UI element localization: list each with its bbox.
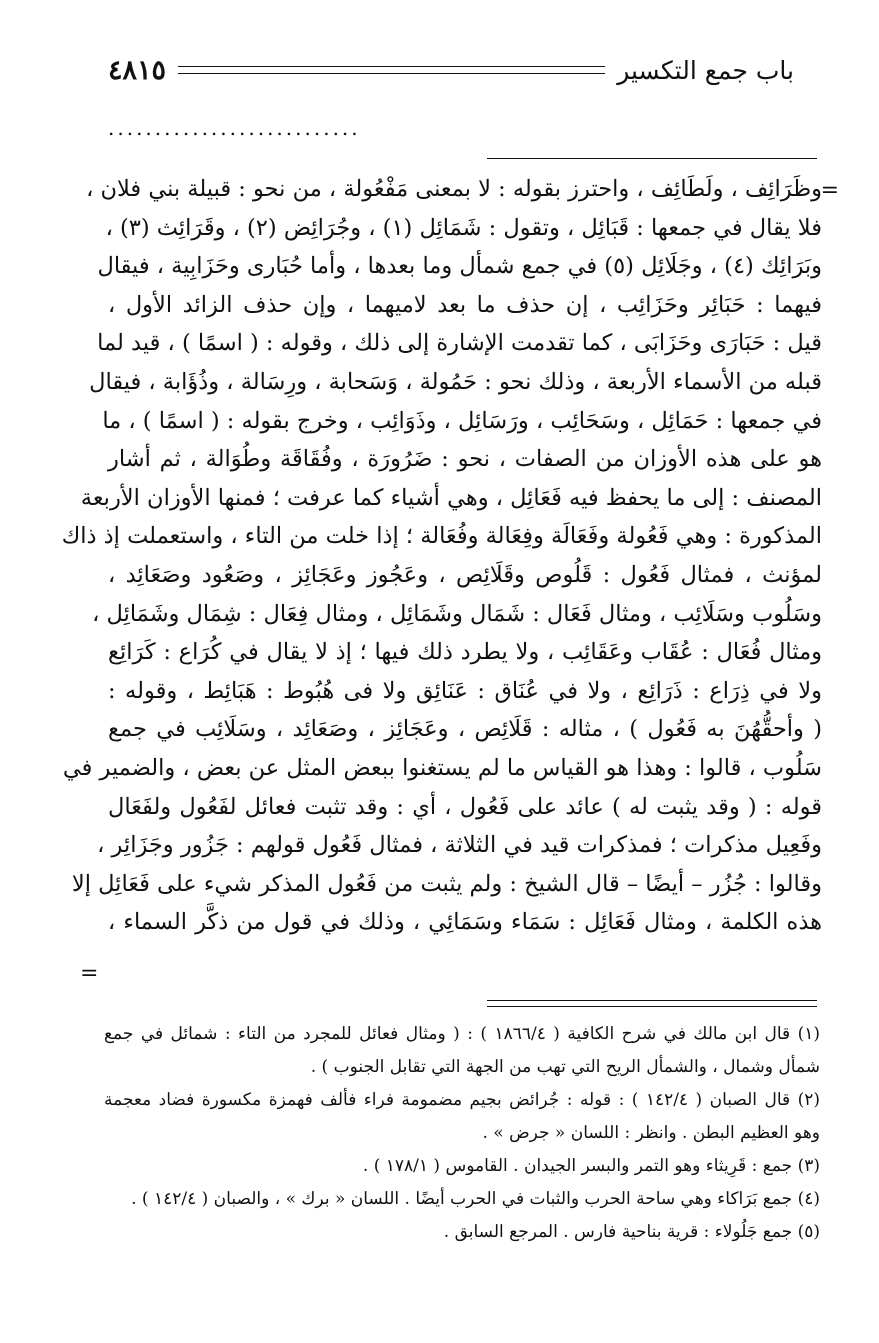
text-line: ومثال فُعَال : عُقَاب وعَقَائِب ، ولا يطرد ذلك فيها ؛ إذ لا يقال في كُرَاع : كَرَائِع — [108, 639, 822, 666]
continuation-mark-start: = — [820, 178, 839, 203]
footnote-line: (٣) جمع : قَرِيثاء وهو التمر والبسر الجيدان . القاموس ( ١٧٨/١ ) . — [362, 1156, 820, 1176]
text-line: فلا يقال في جمعها : قَبَائِل ، وتقول : شَمَائِل (١) ، وجُرَائِض (٢) ، وقَرَائِث (٣) ، — [105, 214, 822, 241]
text-line: قبله من الأسماء الأربعة ، وذلك نحو : حَمُولة ، وَسَحابة ، ورِسَالة ، وذُؤَابة ، فيقال — [89, 368, 822, 395]
text-line: في جمعها : حَمَائِل ، وسَحَائِب ، ورَسَائِل ، وذَوَائِب ، وخرج بقوله : ( اسمًا ) ، ما — [102, 407, 822, 434]
text-line: قيل : حَبَارَى وحَزَابَى ، كما تقدمت الإشارة إلى ذلك ، وقوله : ( اسمًا ) ، قيد لما — [97, 330, 822, 357]
footnote-line: (٤) جمع بَرَاكاء وهي ساحة الحرب والثبات في الحرب أيضًا . اللسان « برك » ، والصبان ( ١٤٢/٤ ) . — [131, 1189, 820, 1209]
text-line: هذه الكلمة ، ومثال فَعَائِل : سَمَاء وسَمَائِي ، وذلك في قول من ذكَّر السماء ، — [108, 909, 822, 936]
footnote-rule — [487, 1000, 817, 1007]
top-rule — [487, 158, 817, 159]
text-line: قوله : ( وقد يثبت له ) عائد على فَعُول ، أي : وقد تثبت فعائل لفَعُول ولفَعَال — [108, 793, 822, 820]
text-line: وفَعِيل مذكرات ؛ فمذكرات قيد في الثلاثة ، فمثال فَعُول قولهم : جَزُور وجَزَائِر ، — [97, 832, 822, 859]
main-text — [61, 170, 822, 942]
text-line: وقالوا : جُزُر – أيضًا – قال الشيخ : ولم يثبت من فَعُول المذكر شيء على فَعَائِل إلا — [71, 870, 822, 897]
text-line: وظَرَائِف ، ولَطَائِف ، واحترز بقوله : لا بمعنى مَفْعُولة ، من نحو : قبيلة بني فلان ، — [86, 176, 822, 202]
continuation-mark-end: = — [80, 961, 99, 986]
header-rule — [178, 66, 605, 74]
footnote-line: وهو العظيم البطن . وانظر : اللسان « جرض » . — [482, 1123, 820, 1143]
page-number: ٤٨١٥ — [108, 54, 167, 86]
footnote-line: (١) قال ابن مالك في شرح الكافية ( ١٨٦٦/٤ ) : ( ومثال فعائل للمجرد من التاء : شمائل في جمع — [104, 1024, 820, 1044]
chapter-title: باب جمع التكسير — [617, 55, 794, 85]
text-line: وبَرَائِك (٤) ، وجَلَائِل (٥) في جمع شمأل وما بعدها ، وأما حُبَارى وحَزَابِية ، فيقال — [97, 253, 822, 280]
text-line: ( وأحقُّهُنَ به فَعُول ) ، مثاله : قَلَائِص ، وعَجَائِز ، وصَعَائِد ، وسَلَائِب في جمع — [108, 716, 822, 743]
footnote-line: (٢) قال الصبان ( ١٤٢/٤ ) : قوله : جُرائض بجيم مضمومة فراء فألف فهمزة مكسورة فضاد معجمة — [104, 1090, 820, 1110]
text-line: سَلُوب ، قالوا : وهذا هو القياس ما لم يستغنوا ببعض المثل عن بعض ، والضمير في — [62, 754, 822, 781]
text-line: المصنف : إلى ما يحفظ فيه فَعَائِل ، وهي أشياء كما عرفت ؛ فمنها الأوزان الأربعة — [80, 484, 822, 511]
footnote-line: (٥) جمع جَلُولاء : قرية بناحية فارس . المرجع السابق . — [443, 1222, 820, 1242]
text-line: المذكورة : وهي فَعُولة وفَعَالَة وفِعَالة وفُعَالة ؛ إذا خلت من التاء ، واستعملت إذ ذاك — [61, 523, 822, 550]
text-line: وسَلُوب وسَلَائِب ، ومثال فَعَال : شَمَال وشَمَائِل ، ومثال فِعَال : شِمَال وشَمَائِل ، — [92, 600, 822, 627]
footnotes — [104, 1018, 820, 1249]
dotted-separator: ........................... — [108, 116, 361, 140]
page-header — [108, 50, 794, 90]
text-line: لمؤنث ، فمثال فَعُول : قَلُوص وقَلَائِص ، وعَجُوز وعَجَائِز ، وصَعُود وصَعَائِد ، — [108, 561, 822, 588]
text-line: فيهما : حَبَائِر وحَزَائِب ، إن حذف ما بعد لاميهما ، وإن حذف الزائد الأول ، — [108, 291, 822, 318]
text-line: هو على هذه الأوزان من الصفات ، نحو : ضَرُورَة ، وفُقَاقَة وطُوَالة ، ثم أشار — [108, 446, 822, 473]
footnote-line: شمأل وشمال ، والشمأل الريح التي تهب من الجهة التي تقابل الجنوب ) . — [310, 1057, 820, 1077]
text-line: ولا في ذِرَاع : ذَرَائِع ، ولا في عُنَاق : عَنَائِق ولا فى هُبُوط : هَبَائِط ، وقوله : — [108, 677, 822, 704]
